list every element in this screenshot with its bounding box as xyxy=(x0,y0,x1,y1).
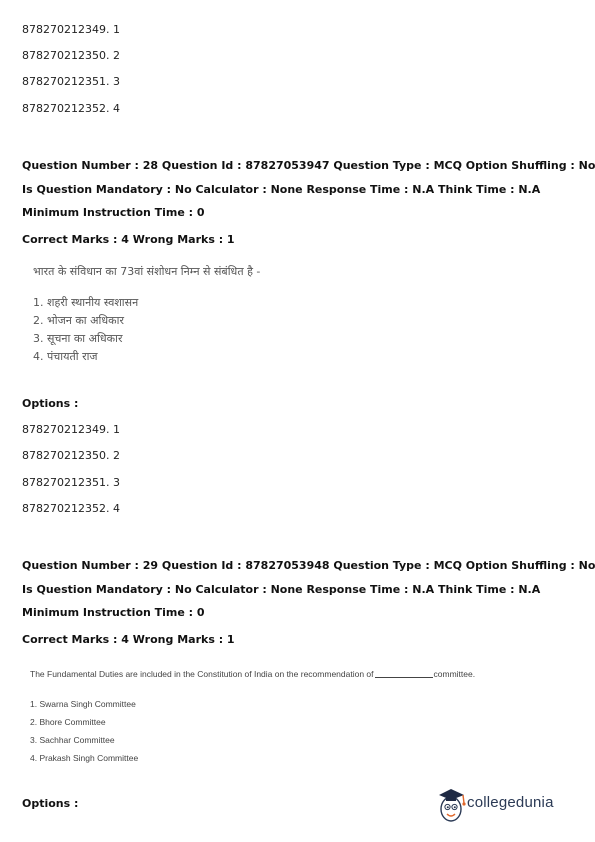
q29-question-pre: The Fundamental Duties are included in the Constitution of India on the recommendation of xyxy=(30,669,374,679)
q28-question: भारत के संविधान का 73वां संशोधन निम्न से संबंधित है - xyxy=(33,265,261,278)
q29-choice-1: 1. Swarna Singh Committee xyxy=(30,699,136,709)
q29-choice-3: 3. Sachhar Committee xyxy=(30,735,115,745)
option-3: 878270212351. 3 xyxy=(22,75,120,88)
q28-choice-2: 2. भोजन का अधिकार xyxy=(33,314,124,327)
q28-option-4: 878270212352. 4 xyxy=(22,502,120,515)
q29-meta-line3: Minimum Instruction Time : 0 xyxy=(22,606,205,619)
q28-choice-4: 4. पंचायती राज xyxy=(33,350,98,363)
q29-meta-line2: Is Question Mandatory : No Calculator : None Response Time : N.A Think Time : N.A xyxy=(22,583,541,596)
q28-option-2: 878270212350. 2 xyxy=(22,449,120,462)
q28-option-3: 878270212351. 3 xyxy=(22,476,120,489)
q29-choice-4: 4. Prakash Singh Committee xyxy=(30,753,139,763)
collegedunia-logo xyxy=(437,785,577,825)
q29-question-post: committee. xyxy=(433,669,476,679)
logo-wordmark: collegedunia xyxy=(467,794,554,811)
option-2: 878270212350. 2 xyxy=(22,49,120,62)
q29-meta-line1: Question Number : 29 Question Id : 87827053948 Question Type : MCQ Option Shuffling : No xyxy=(22,559,595,572)
option-1: 878270212349. 1 xyxy=(22,23,120,36)
option-4: 878270212352. 4 xyxy=(22,102,120,115)
q29-options-label: Options : xyxy=(22,797,79,810)
q29-marks: Correct Marks : 4 Wrong Marks : 1 xyxy=(22,633,235,646)
q29-choices xyxy=(30,695,138,767)
q28-meta-line3: Minimum Instruction Time : 0 xyxy=(22,206,205,219)
q28-option-1: 878270212349. 1 xyxy=(22,423,120,436)
q28-options-label: Options : xyxy=(22,397,79,410)
q28-choice-3: 3. सूचना का अधिकार xyxy=(33,332,123,345)
fill-blank xyxy=(375,677,433,678)
graduate-mascot-icon xyxy=(437,785,467,825)
q28-meta-line1: Question Number : 28 Question Id : 87827053947 Question Type : MCQ Option Shuffling : No xyxy=(22,159,595,172)
q29-question xyxy=(30,669,475,680)
q28-marks: Correct Marks : 4 Wrong Marks : 1 xyxy=(22,233,235,246)
q28-choice-1: 1. शहरी स्थानीय स्वशासन xyxy=(33,296,139,309)
q28-meta-line2: Is Question Mandatory : No Calculator : None Response Time : N.A Think Time : N.A xyxy=(22,183,541,196)
q28-choices xyxy=(33,294,138,366)
q29-choice-2: 2. Bhore Committee xyxy=(30,717,106,727)
